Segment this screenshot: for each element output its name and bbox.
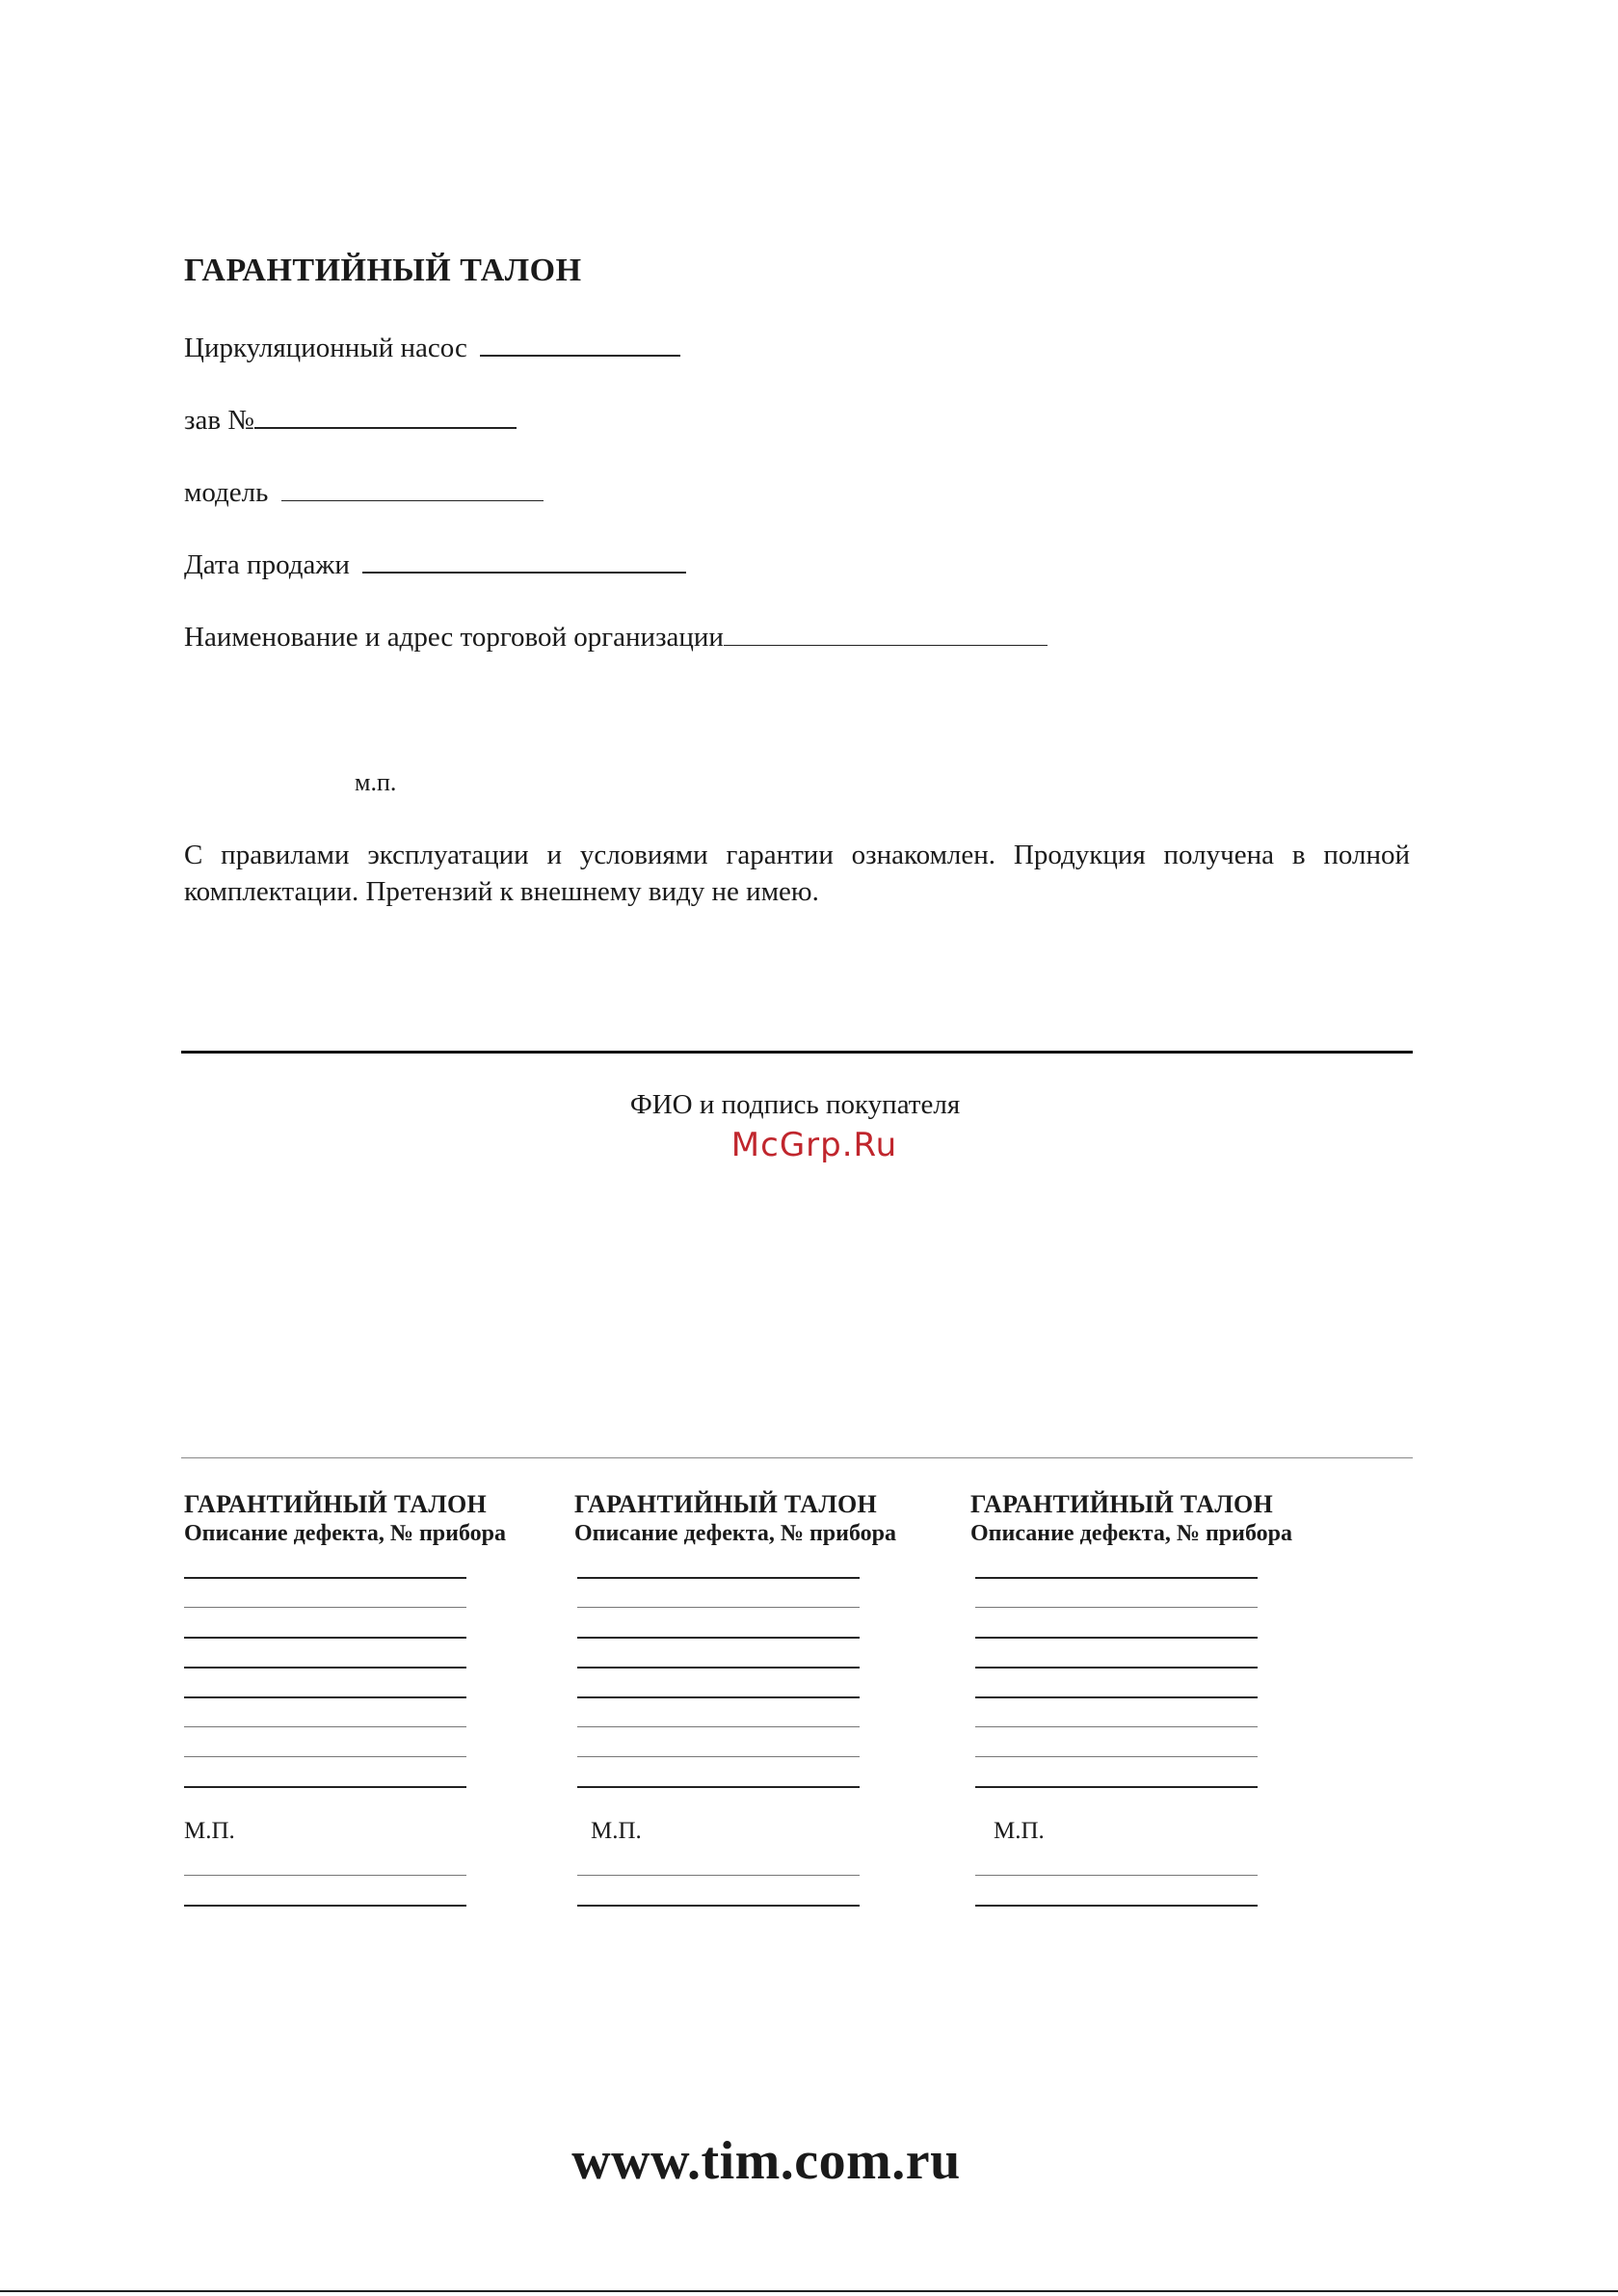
coupon-subtitle: Описание дефекта, № прибора	[970, 1521, 1292, 1546]
defect-line[interactable]	[975, 1577, 1258, 1579]
coupon-2	[574, 1490, 941, 1547]
coupon-title: ГАРАНТИЙНЫЙ ТАЛОН	[184, 1490, 488, 1518]
bottom-rule	[0, 2290, 1618, 2292]
stamp-line[interactable]	[577, 1875, 860, 1876]
defect-line[interactable]	[184, 1637, 466, 1639]
separator-line	[181, 1457, 1413, 1458]
model-blank[interactable]	[281, 499, 544, 501]
defect-line[interactable]	[184, 1786, 466, 1788]
pump-field	[184, 333, 680, 364]
serial-field	[184, 405, 517, 437]
model-label: модель	[184, 477, 269, 508]
defect-line[interactable]	[577, 1786, 860, 1788]
defect-line[interactable]	[577, 1756, 860, 1757]
defect-line[interactable]	[577, 1607, 860, 1608]
sale-date-blank[interactable]	[362, 571, 686, 574]
org-blank[interactable]	[724, 644, 1048, 646]
coupon-title: ГАРАНТИЙНЫЙ ТАЛОН	[574, 1490, 878, 1518]
org-field	[184, 622, 1048, 654]
buyer-signature-label: ФИО и подпись покупателя	[629, 1089, 961, 1120]
coupon-title: ГАРАНТИЙНЫЙ ТАЛОН	[970, 1490, 1274, 1518]
defect-line[interactable]	[975, 1667, 1258, 1669]
coupon-subtitle: Описание дефекта, № прибора	[574, 1521, 896, 1546]
defect-line[interactable]	[577, 1577, 860, 1579]
agreement-text: С правилами эксплуатации и условиями гарантии ознакомлен. Продукция получена в полной комплектации. Претензий к внешнему виду не имею.	[184, 840, 1410, 907]
coupon-stamp-label: М.П.	[184, 1818, 235, 1844]
watermark: McGrp.Ru	[730, 1126, 898, 1164]
stamp-line[interactable]	[975, 1875, 1258, 1876]
page-title: ГАРАНТИЙНЫЙ ТАЛОН	[184, 253, 582, 288]
signature-line[interactable]	[181, 1051, 1413, 1054]
coupon-stamp-label: М.П.	[591, 1818, 642, 1844]
coupon-1	[184, 1490, 550, 1547]
serial-label: зав №	[184, 405, 254, 436]
defect-line[interactable]	[975, 1696, 1258, 1698]
defect-line[interactable]	[577, 1726, 860, 1727]
defect-line[interactable]	[975, 1786, 1258, 1788]
defect-line[interactable]	[975, 1607, 1258, 1608]
coupon-1-lines	[184, 1542, 473, 1918]
stamp-line[interactable]	[184, 1875, 466, 1876]
defect-line[interactable]	[184, 1756, 466, 1757]
coupon-subtitle: Описание дефекта, № прибора	[184, 1521, 506, 1546]
org-label: Наименование и адрес торговой организации	[184, 622, 724, 653]
defect-line[interactable]	[975, 1637, 1258, 1639]
stamp-label: м.п.	[355, 768, 397, 796]
coupon-3-lines	[975, 1542, 1264, 1918]
sale-date-label: Дата продажи	[184, 549, 350, 580]
defect-line[interactable]	[184, 1667, 466, 1669]
sale-date-field	[184, 549, 686, 581]
coupon-2-lines	[577, 1542, 866, 1918]
stamp-line[interactable]	[184, 1905, 466, 1907]
pump-blank[interactable]	[480, 354, 680, 357]
defect-line[interactable]	[577, 1667, 860, 1669]
defect-line[interactable]	[577, 1696, 860, 1698]
defect-line[interactable]	[577, 1637, 860, 1639]
pump-label: Циркуляционный насос	[184, 333, 467, 363]
defect-line[interactable]	[184, 1726, 466, 1727]
model-field	[184, 477, 544, 509]
coupon-3	[970, 1490, 1337, 1547]
stamp-line[interactable]	[577, 1905, 860, 1907]
serial-blank[interactable]	[254, 426, 517, 429]
defect-line[interactable]	[184, 1607, 466, 1608]
defect-line[interactable]	[184, 1696, 466, 1698]
footer-url: www.tim.com.ru	[571, 2131, 961, 2191]
coupon-stamp-label: М.П.	[994, 1818, 1045, 1844]
defect-line[interactable]	[975, 1726, 1258, 1727]
stamp-line[interactable]	[975, 1905, 1258, 1907]
defect-line[interactable]	[975, 1756, 1258, 1757]
defect-line[interactable]	[184, 1577, 466, 1579]
